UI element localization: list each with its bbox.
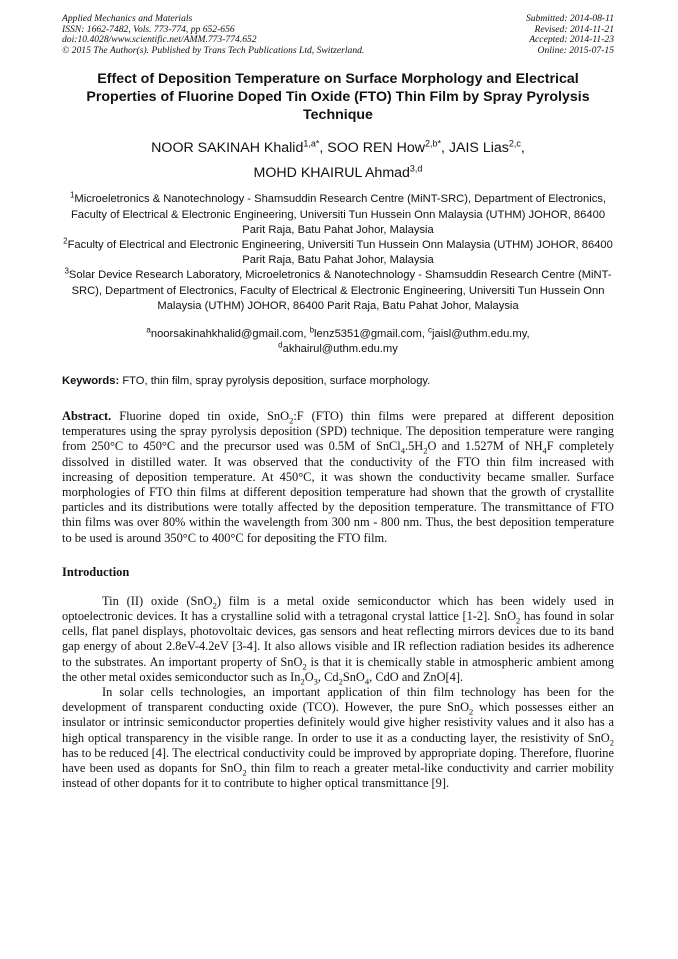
- email-sup: d: [278, 340, 283, 350]
- email-link[interactable]: lenz5351@gmail.com: [314, 328, 422, 340]
- date-revised: Revised: 2014-11-21: [534, 23, 614, 35]
- email-sep: ,: [303, 328, 310, 340]
- abstract-label: Abstract.: [62, 409, 112, 423]
- email-sep: ,: [526, 328, 530, 340]
- date-submitted: Submitted: 2014-08-11: [525, 13, 614, 24]
- email-sup: b: [309, 325, 315, 335]
- author-name: NOOR SAKINAH Khalid: [151, 140, 304, 157]
- author-name: MOHD KHAIRUL Ahmad: [253, 165, 410, 182]
- author-affil-sup: 2,b*: [425, 138, 442, 149]
- subscript: 2: [302, 661, 307, 672]
- email-link[interactable]: noorsakinahkhalid@gmail.com: [150, 328, 304, 340]
- paragraph-text: is that it is chemically stable in atmospheric ambient among the other metal oxides semiconductor such as In: [62, 654, 614, 684]
- paragraph-text: ) film is a metal oxide semiconductor which has been widely used in optoelectronic devices. It has a crystalline solid with a tetragonal crystal lattice [1-2]. SnO: [62, 593, 614, 624]
- abstract-text: Fluorine doped tin oxide, SnO: [119, 409, 290, 423]
- author-name: JAIS Lias: [448, 140, 509, 157]
- affiliations: [62, 192, 614, 314]
- journal-issn: ISSN: 1662-7482, Vols. 773-774, pp 652-656: [62, 23, 235, 35]
- author-sep: ,: [441, 140, 449, 157]
- journal-dates: [526, 14, 614, 56]
- author-list: [62, 136, 614, 186]
- affiliation: [62, 268, 614, 314]
- paragraph-text: has found in solar cells, flat panel displays, photovoltaic devices, gas sensors and heat reflecting mirrors devices due to its band gap energy of about 2.8eV-4.2eV [3-4]. It also allows visible and IR reflection radiation besides its adherence to the substrates. An important property of SnO: [62, 609, 614, 669]
- paragraph-text: which possesses either an insulator or intrinsic semiconductor properties definitely would give higher resistivity values and it also has a high optical transparency in the visible range. In order to use it as a conducting layer, the resistivity of SnO: [62, 700, 614, 745]
- paper-title: Effect of Deposition Temperature on Surface Morphology and Electrical Properties of Fluorine Doped Tin Oxide (FTO) Thin Film by Spray Pyrolysis Technique: [86, 71, 590, 124]
- paragraph-text: In solar cells technologies, an important application of thin film technology has been for the development of transparent conducting oxide (TCO). However, the pure SnO: [62, 685, 614, 715]
- paragraph-text: , CdO and ZnO[4].: [369, 669, 464, 684]
- paragraph-text: has to be reduced [4]. The electrical conductivity could be improved by appropriate doping. Therefore, fluorine have been used as dopants for SnO: [62, 745, 614, 776]
- journal-doi[interactable]: doi:10.4028/www.scientific.net/AMM.773-774.652: [62, 34, 257, 46]
- journal-copyright: © 2015 The Author(s). Published by Trans Tech Publications Ltd, Switzerland.: [62, 44, 365, 56]
- abstract-text: O and 1.527M of NH: [427, 439, 543, 454]
- affiliation-sup: 1: [69, 190, 75, 200]
- email-sep: ,: [421, 328, 429, 340]
- keywords-label: Keywords:: [62, 375, 120, 387]
- keywords: [62, 374, 614, 389]
- email-link[interactable]: jaisl@uthm.edu.my: [432, 328, 527, 340]
- paragraph-text: SnO: [342, 669, 365, 684]
- journal-name: Applied Mechanics and Materials: [62, 13, 193, 24]
- subscript: 4: [542, 445, 547, 456]
- subscript: 2: [212, 600, 217, 611]
- author-sep: ,: [520, 140, 525, 157]
- affiliation-sup: 2: [63, 236, 68, 246]
- subscript: 2: [516, 615, 521, 626]
- author-affil-sup: 3,d: [409, 163, 423, 174]
- subscript: 2: [338, 676, 343, 687]
- affiliation: [62, 192, 614, 238]
- affiliation-text: Faculty of Electrical and Electronic Engineering, Universiti Tun Hussein Onn Malaysia (UTHM) JOHOR, 86400 Parit Raja, Batu Pahat Johor, Malaysia: [67, 238, 613, 267]
- date-online: Online: 2015-07-15: [537, 44, 614, 56]
- author-affil-sup: 2,c: [508, 138, 521, 149]
- subscript: 4: [364, 676, 370, 687]
- abstract-text: F completely dissolved in distilled water. It was observed that the conductivity of the FTO thin film increased with increasing of deposition temperature. At 450°C, it was shown the conductivity became smaller. Surface morphologies of FTO thin films at different deposition temperature had shown that the growth of crystallite particles and its distributions were totally affected by the deposition temperature. The transmittance of FTO thin films was over 80% within the wavelength from 300 nm - 800 nm. Thus, the best deposition temperature to be used is around 350°C to 400°C for depositing the FTO film.: [62, 439, 615, 545]
- author-affil-sup: 1,a*: [303, 138, 320, 149]
- subscript: 2: [289, 415, 294, 426]
- paper-page: [62, 14, 614, 791]
- paragraph-text: Tin (II) oxide (SnO: [102, 593, 213, 608]
- affiliation-sup: 3: [64, 266, 69, 276]
- subscript: 2: [609, 737, 614, 748]
- keywords-text: FTO, thin film, spray pyrolysis deposition, surface morphology.: [122, 375, 431, 387]
- subscript: 4: [400, 445, 405, 456]
- abstract-text: :F (FTO) thin films were prepared at different deposition temperatures using the spray pyrolysis deposition (SPD) technique. The deposition temperature were ranging from 250°C to 450°C and the precursor used was 0.5M of SnCl: [62, 409, 614, 454]
- intro-paragraph-1: [62, 594, 614, 685]
- author-sep: ,: [319, 140, 328, 157]
- author-emails: [62, 327, 614, 357]
- section-heading-introduction: Introduction: [62, 564, 130, 579]
- email-sup: c: [428, 325, 433, 335]
- subscript: 3: [313, 676, 318, 687]
- subscript: 2: [423, 445, 428, 456]
- affiliation: [62, 238, 614, 268]
- journal-info: [62, 14, 364, 56]
- abstract-text: .5H: [405, 439, 424, 454]
- paragraph-text: , Cd: [317, 669, 339, 684]
- email-link[interactable]: akhairul@uthm.edu.my: [282, 343, 398, 355]
- affiliation-text: Solar Device Research Laboratory, Microeletronics & Nanotechnology - Shamsuddin Research Centre (MiNT-SRC), Department of Electronics, Faculty of Electrical & Electronic Engineering, Universiti Tun Hussein Onn Malaysia (UTHM) JOHOR, 86400 Parit Raja, Batu Pahat Johor, Malaysia: [68, 269, 612, 312]
- abstract: [62, 409, 614, 546]
- journal-header: [62, 14, 614, 56]
- author-name: SOO REN How: [327, 140, 426, 157]
- subscript: 2: [469, 706, 474, 717]
- email-sup: a: [146, 325, 151, 335]
- date-accepted: Accepted: 2014-11-23: [529, 34, 614, 46]
- subscript: 2: [242, 767, 247, 778]
- affiliation-text: Microeletronics & Nanotechnology - Shamsuddin Research Centre (MiNT-SRC), Department of Electronics, Faculty of Electrical & Electronic Engineering, Universiti Tun Hussein Onn Malaysia (UTHM) JOHOR, 86400 Parit Raja, Batu Pahat Johor, Malaysia: [70, 193, 607, 236]
- paragraph-text: thin film to reach a greater metal-like conductivity and carrier mobility instead of other dopants for it to contribute to higher optical transmittance [9].: [62, 761, 614, 791]
- subscript: 2: [300, 676, 305, 687]
- intro-paragraph-2: [62, 685, 614, 791]
- paragraph-text: O: [304, 669, 314, 684]
